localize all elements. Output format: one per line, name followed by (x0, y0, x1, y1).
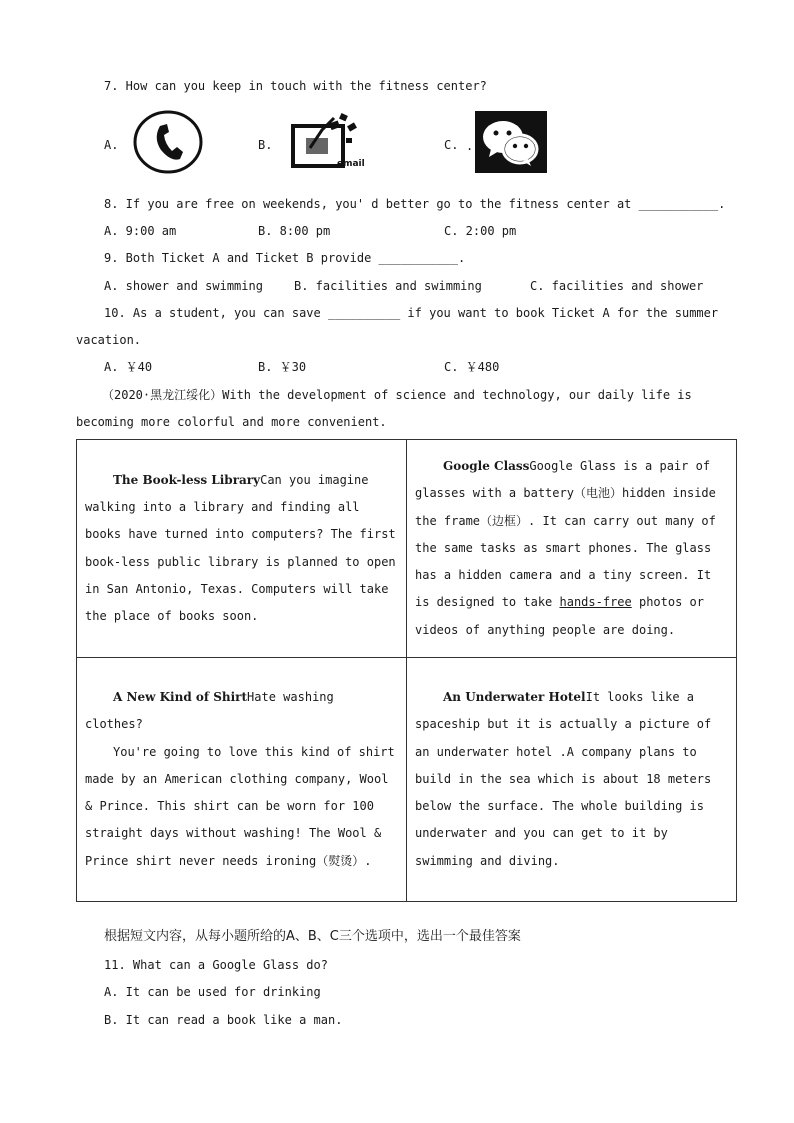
q10-stem-line2: vacation. (76, 333, 142, 347)
q7-option-b-label: B. (258, 138, 273, 152)
q8-option-b: B. 8:00 pm (258, 224, 331, 238)
passage-body: Google Glass is a pair of glasses with a battery（电池）hidden inside the frame（边框）. It can carry out many of the same tasks as smart phones. The glass has a hidden camera and a tiny screen. It is designed to take (415, 458, 716, 610)
q10-stem-line1: 10. As a student, you can save __________ if you want to book Ticket A for the summer (104, 306, 719, 320)
q9-option-b: B. facilities and swimming (294, 279, 482, 293)
passage-title: A New Kind of Shirt (113, 689, 248, 704)
email-icon (290, 108, 370, 174)
q8-option-a: A. 9:00 am (104, 224, 177, 238)
email-icon-label: email (337, 159, 365, 169)
passage-title: An Underwater Hotel (443, 689, 586, 704)
q10-option-c: C. ￥480 (444, 360, 500, 374)
passage-book-less-library (77, 440, 407, 658)
q11-stem: 11. What can a Google Glass do? (104, 958, 328, 972)
q9-option-a: A. shower and swimming (104, 279, 263, 293)
q9-stem: 9. Both Ticket A and Ticket B provide ___________. (104, 251, 466, 265)
q11-option-b: B. It can read a book like a man. (104, 1013, 343, 1027)
q10-option-b: B. ￥30 (258, 360, 307, 374)
instructions: 根据短文内容，从每小题所给的A、B、C三个选项中，选出一个最佳答案 (104, 929, 521, 944)
passage-body: You're going to love this kind of shirt made by an American clothing company, Wool & Prince. This shirt can be worn for 100 straight days without washing! The Wool & Prince shirt never needs ironing（熨烫）. (85, 744, 395, 868)
intro-line1: （2020·黑龙江绥化）With the development of science and technology, our daily life is (102, 388, 692, 402)
q7-option-a-label: A. (104, 138, 119, 152)
q8-option-c: C. 2:00 pm (444, 224, 517, 238)
q10-option-a: A. ￥40 (104, 360, 153, 374)
intro-line2: becoming more colorful and more convenient. (76, 415, 387, 429)
passage-body: Hate washing clothes? (85, 689, 334, 732)
underlined-word: hands-free (559, 595, 632, 610)
q7-option-c-dot: . (466, 139, 474, 153)
passages-table (76, 439, 737, 902)
passage-title: Google Class (443, 458, 530, 473)
passage-body: It looks like a spaceship but it is actually a picture of an underwater hotel .A company plans to build in the sea which is about 18 meters below the surface. The whole building is underwater and you can get to it by swimming and diving. (415, 689, 712, 868)
passage-new-kind-of-shirt (77, 658, 407, 902)
q7-stem: 7. How can you keep in touch with the fitness center? (104, 79, 487, 93)
passage-body: Can you imagine walking into a library and finding all books have turned into computers? The first book-less public library is planned to open in San Antonio, Texas. Computers will take the place of books soon. (85, 472, 396, 624)
passage-google-class (407, 440, 737, 658)
passage-body: photos or videos of anything people are doing. (415, 595, 704, 637)
q8-stem: 8. If you are free on weekends, you' d better go to the fitness center at ___________. (104, 197, 726, 211)
q11-option-a: A. It can be used for drinking (104, 985, 321, 999)
passage-underwater-hotel (407, 658, 737, 902)
wechat-icon (475, 111, 547, 173)
phone-icon (133, 110, 205, 174)
passage-title: The Book-less Library (113, 472, 261, 487)
q9-option-c: C. facilities and shower (530, 279, 704, 293)
q7-option-c-label: C. (444, 138, 459, 152)
